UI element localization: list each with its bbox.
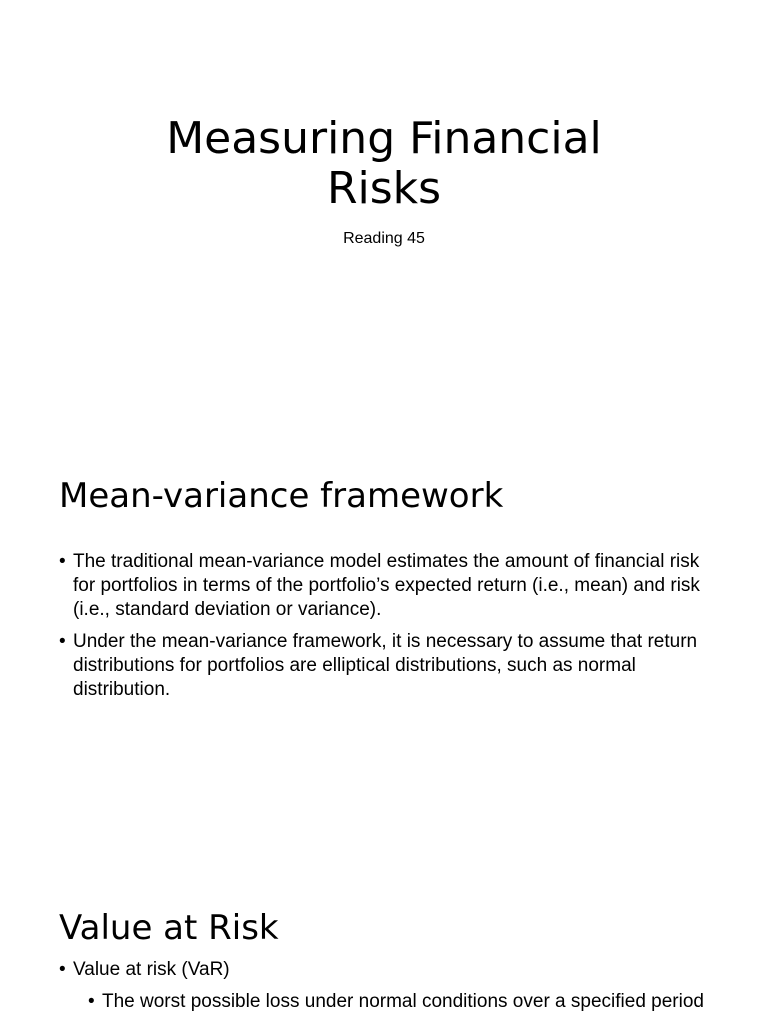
- slide-heading: Value at Risk: [59, 908, 279, 948]
- mean-variance-slide: [0, 430, 768, 860]
- bullet-list: [59, 958, 719, 1022]
- bullet-dot-icon: •: [59, 551, 66, 572]
- sub-bullet-item: [59, 990, 719, 1014]
- bullet-item: [59, 550, 709, 622]
- value-at-risk-slide: [0, 860, 768, 1024]
- bullet-item: [59, 958, 719, 982]
- bullet-item: [59, 630, 709, 702]
- bullet-text: Value at risk (VaR): [73, 959, 230, 980]
- presentation-subtitle: Reading 45: [343, 230, 425, 247]
- presentation-title: [0, 114, 768, 214]
- slide-heading: Mean-variance framework: [59, 476, 504, 516]
- bullet-dot-icon: •: [88, 991, 95, 1012]
- bullet-dot-icon: •: [59, 959, 66, 980]
- title-line-2: Risks: [326, 163, 442, 214]
- title-slide: [0, 0, 768, 430]
- bullet-dot-icon: •: [59, 631, 66, 652]
- bullet-text: Under the mean-variance framework, it is necessary to assume that return distributions for portfolios are elliptical distributions, such as normal distribution.: [73, 631, 698, 700]
- title-line-1: Measuring Financial: [166, 113, 602, 164]
- bullet-text: The traditional mean-variance model estimates the amount of financial risk for portfolios in terms of the portfolio’s expected return (i.e., mean) and risk (i.e., standard deviation or variance).: [73, 551, 700, 620]
- bullet-list: [59, 550, 709, 710]
- sub-bullet-text: The worst possible loss under normal conditions over a specified period: [102, 991, 704, 1012]
